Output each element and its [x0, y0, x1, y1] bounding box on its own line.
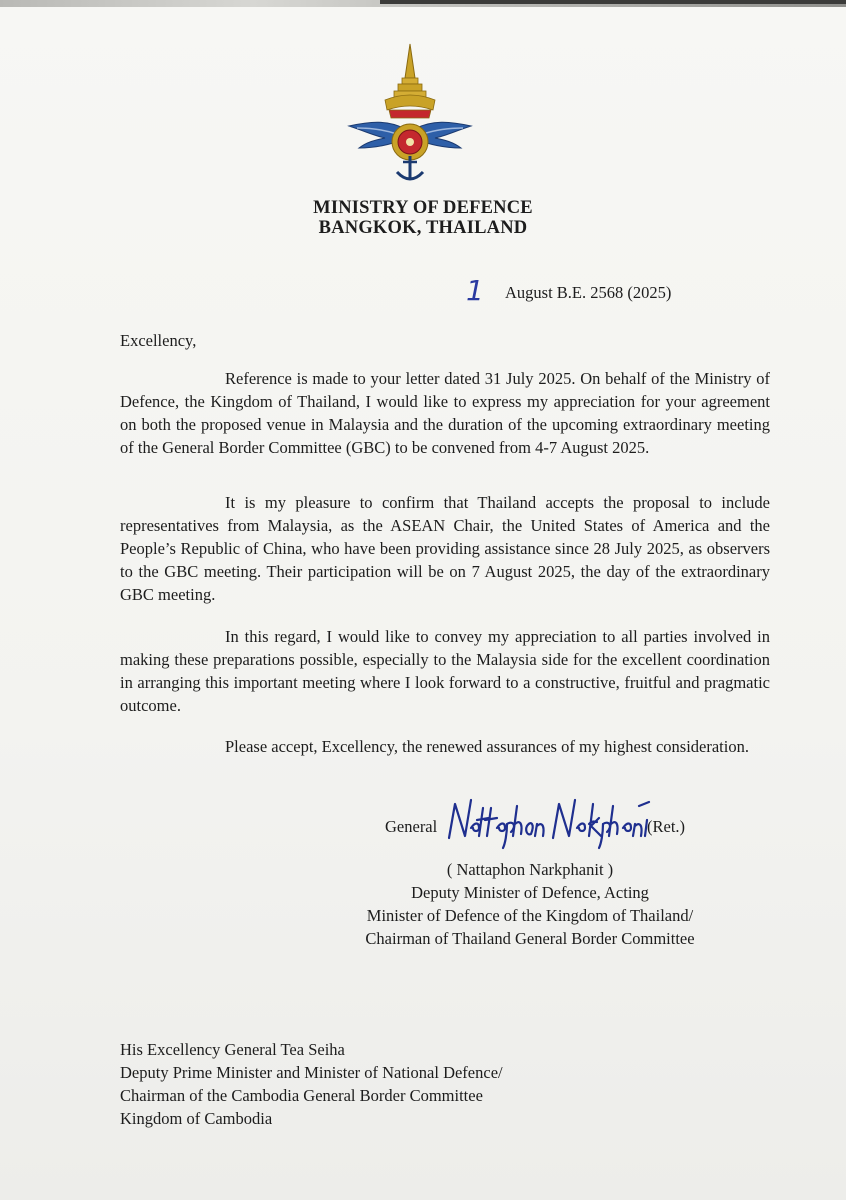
body-paragraph: In this regard, I would like to convey my appreciation to all parties involved in making these preparations possible, especially to the Malaysia side for the excellent coordination in arranging this important meeting where I look forward to a constructive, fruitful and pragmatic outcome. [120, 627, 770, 715]
signatory-title-line: Minister of Defence of the Kingdom of Thailand/ [366, 906, 694, 925]
addressee-line: His Excellency General Tea Seiha [120, 1040, 345, 1059]
handwritten-signature [443, 794, 653, 850]
addressee-line: Deputy Prime Minister and Minister of National Defence/ [120, 1063, 503, 1082]
ministry-heading: MINISTRY OF DEFENCE [313, 198, 533, 218]
date-text: August B.E. 2568 (2025) [505, 283, 672, 302]
ministry-emblem-icon [345, 40, 475, 190]
signature-rank: General [385, 817, 438, 836]
signatory-name: ( Nattaphon Narkphanit ) [446, 860, 614, 879]
signature-suffix: (Ret.) [647, 817, 686, 836]
signatory-title-line: Deputy Minister of Defence, Acting [411, 883, 649, 902]
closing-paragraph: Please accept, Excellency, the renewed assurances of my highest consideration. [225, 737, 749, 756]
paper-top-shadow [380, 0, 846, 4]
signatory-title-line: Chairman of Thailand General Border Committee [365, 929, 695, 948]
location-heading: BANGKOK, THAILAND [318, 218, 528, 238]
body-paragraph: Reference is made to your letter dated 31 July 2025. On behalf of the Ministry of Defence, the Kingdom of Thailand, I would like to express my appreciation for your agreement on both the proposed venue in Malaysia and the duration of the upcoming extraordinary meeting of the General Border Committee (GBC) to be convened from 4-7 August 2025. [120, 369, 770, 457]
date-day-handwritten: 1 [466, 274, 484, 307]
signature-block [385, 800, 785, 860]
body-paragraph: It is my pleasure to confirm that Thailand accepts the proposal to include representatives from Malaysia, as the ASEAN Chair, the United States of America and the People’s Republic of China, who have been providing assistance since 28 July 2025, as observers to the GBC meeting. Their participation will be on 7 August 2025, the day of the extraordinary GBC meeting. [120, 493, 770, 604]
salutation: Excellency, [120, 331, 197, 350]
addressee-line: Kingdom of Cambodia [120, 1109, 273, 1128]
addressee-line: Chairman of the Cambodia General Border Committee [120, 1086, 483, 1105]
